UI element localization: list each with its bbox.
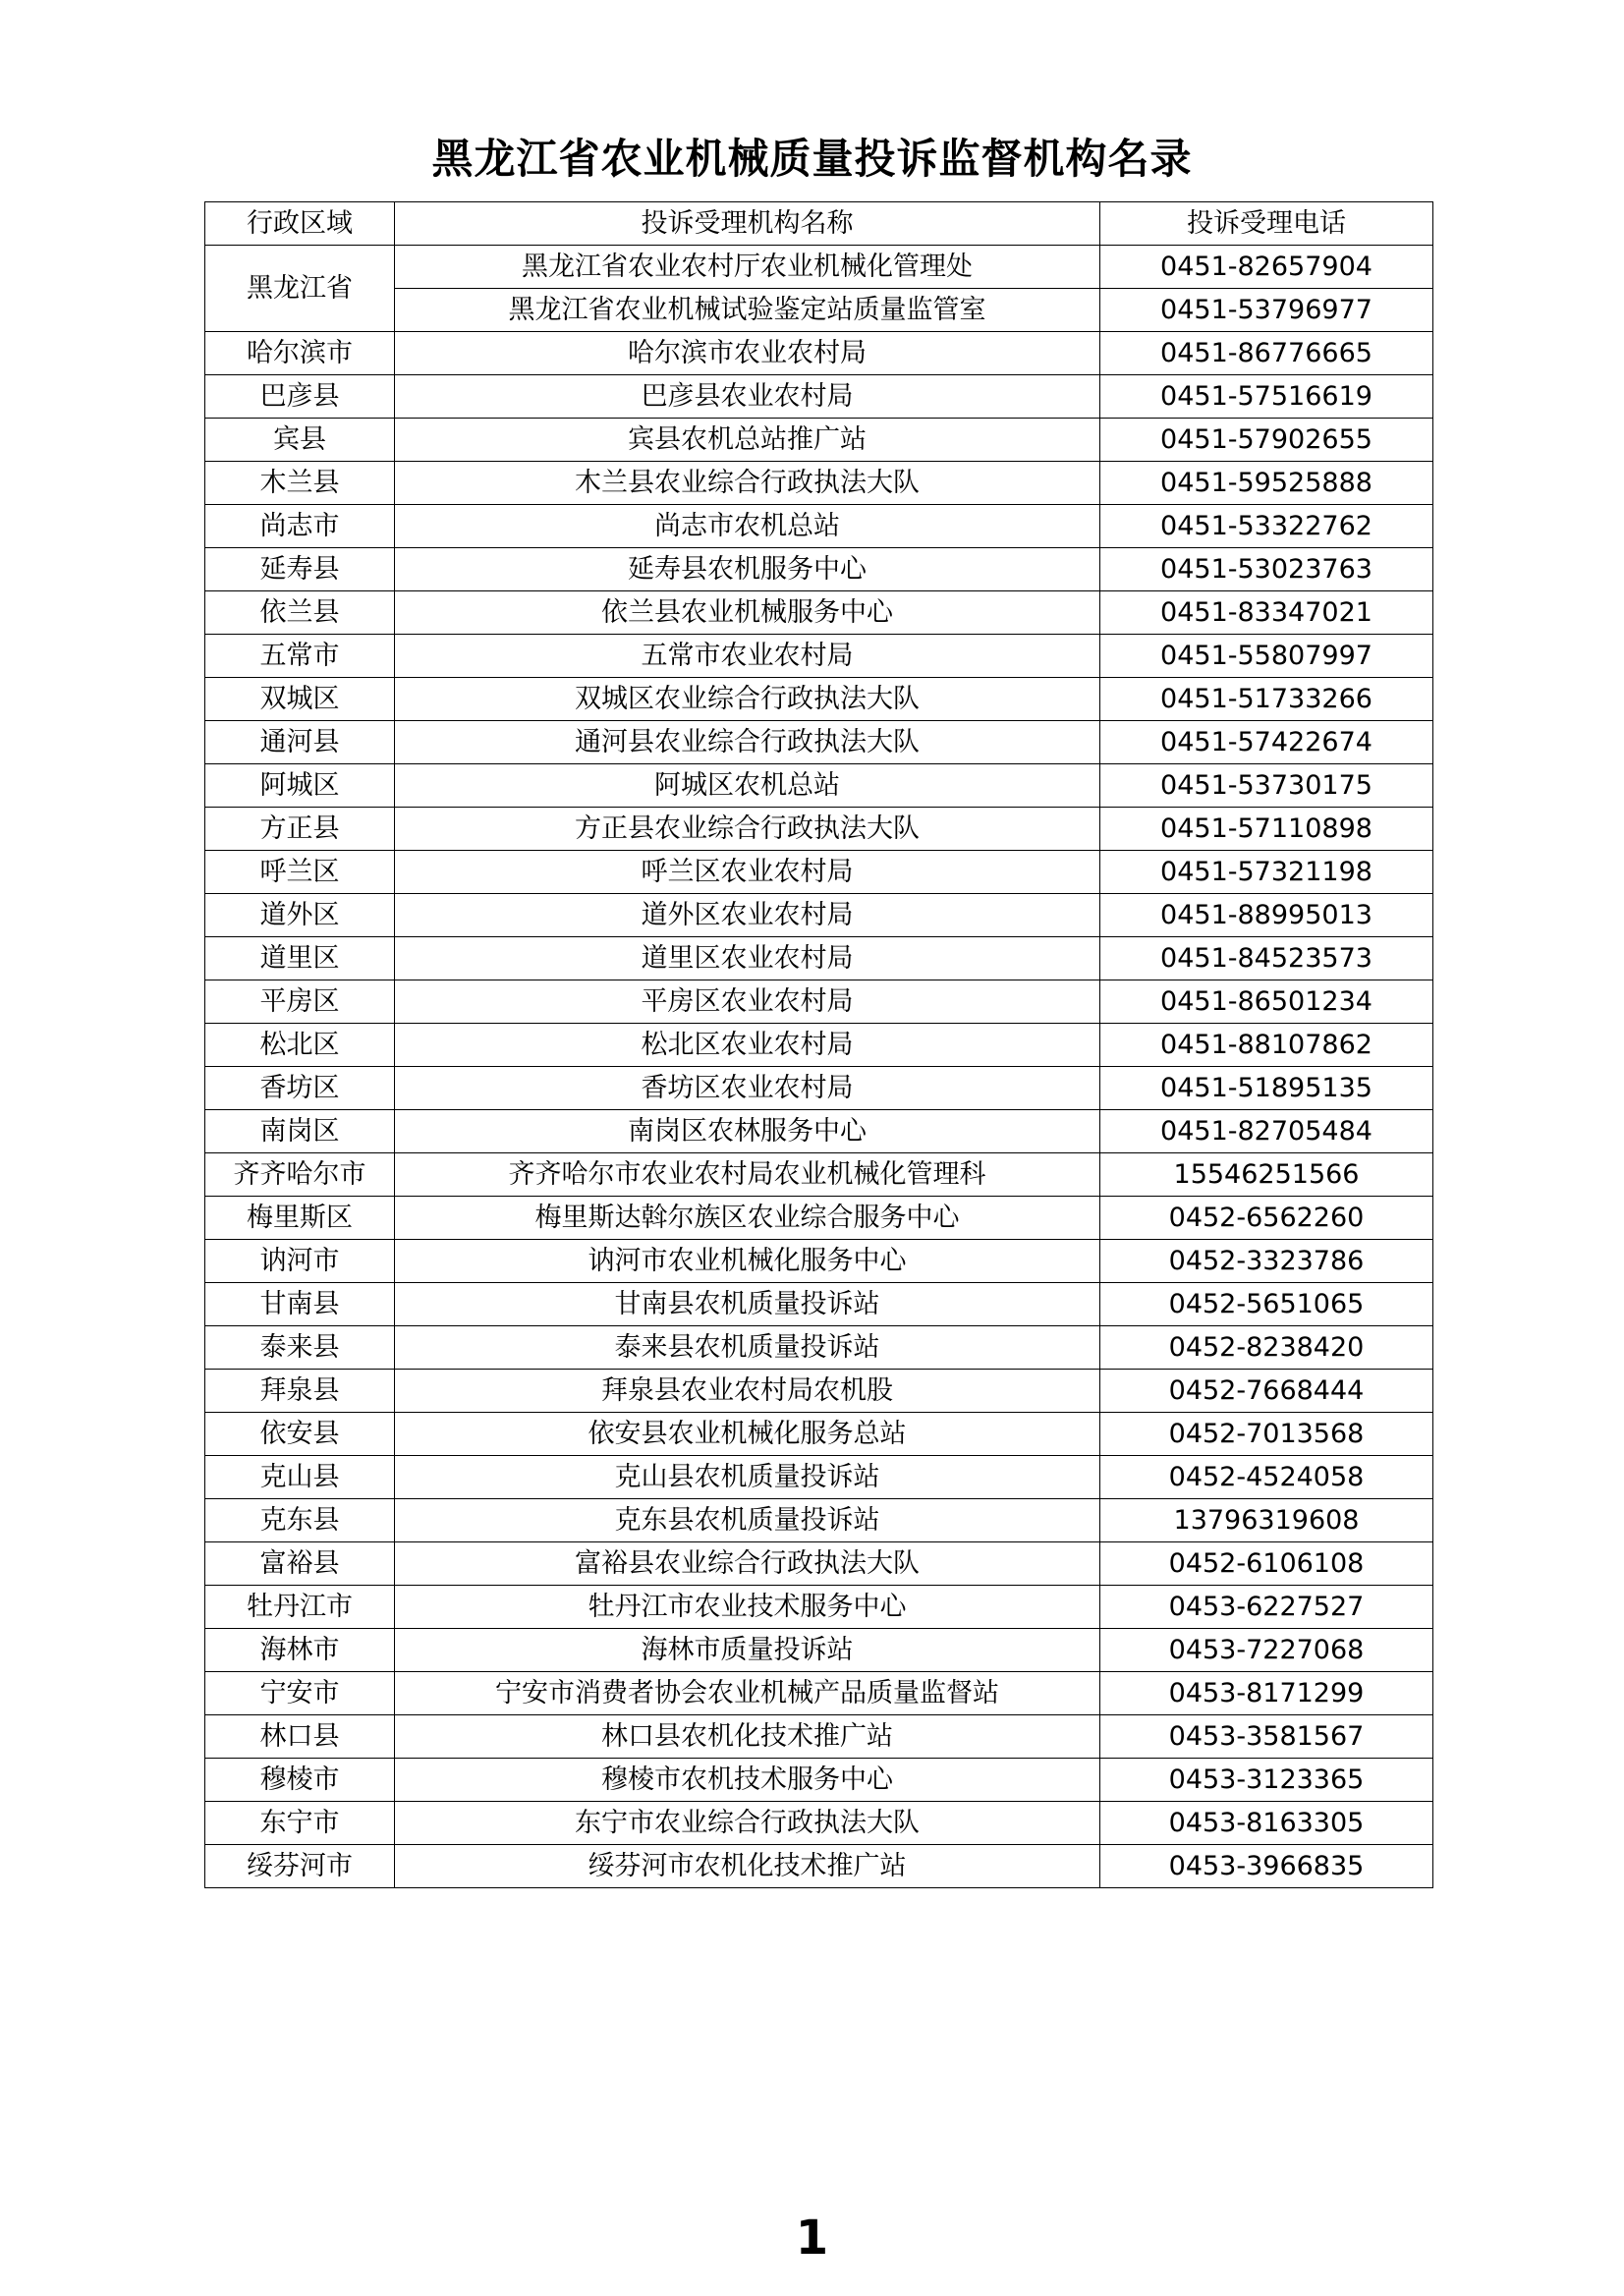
phone-cell: 0451-51733266 <box>1100 678 1433 721</box>
region-cell: 泰来县 <box>205 1326 395 1370</box>
table-row <box>205 1283 1433 1326</box>
organization-cell: 东宁市农业综合行政执法大队 <box>395 1802 1100 1845</box>
phone-cell: 0451-82705484 <box>1100 1110 1433 1153</box>
table-row <box>205 721 1433 764</box>
organization-cell: 哈尔滨市农业农村局 <box>395 332 1100 375</box>
organization-cell: 依兰县农业机械服务中心 <box>395 591 1100 635</box>
phone-cell: 0453-3123365 <box>1100 1759 1433 1802</box>
organization-cell: 木兰县农业综合行政执法大队 <box>395 462 1100 505</box>
phone-cell: 0451-86776665 <box>1100 332 1433 375</box>
table-row <box>205 1370 1433 1413</box>
region-cell: 甘南县 <box>205 1283 395 1326</box>
table-row <box>205 635 1433 678</box>
region-cell: 梅里斯区 <box>205 1197 395 1240</box>
table-row <box>205 1629 1433 1672</box>
table-row <box>205 1802 1433 1845</box>
organization-cell: 讷河市农业机械化服务中心 <box>395 1240 1100 1283</box>
phone-cell: 0451-57321198 <box>1100 851 1433 894</box>
table-row <box>205 851 1433 894</box>
organization-cell: 泰来县农机质量投诉站 <box>395 1326 1100 1370</box>
phone-cell: 0453-6227527 <box>1100 1586 1433 1629</box>
table-row <box>205 808 1433 851</box>
region-cell: 延寿县 <box>205 548 395 591</box>
organization-cell: 道里区农业农村局 <box>395 937 1100 980</box>
table-row <box>205 419 1433 462</box>
organization-cell: 海林市质量投诉站 <box>395 1629 1100 1672</box>
header-organization: 投诉受理机构名称 <box>395 202 1100 246</box>
organization-cell: 拜泉县农业农村局农机股 <box>395 1370 1100 1413</box>
phone-cell: 0451-53023763 <box>1100 548 1433 591</box>
phone-cell: 0452-8238420 <box>1100 1326 1433 1370</box>
table-row <box>205 1240 1433 1283</box>
table-row <box>205 1413 1433 1456</box>
phone-cell: 0453-3966835 <box>1100 1845 1433 1888</box>
phone-cell: 0452-3323786 <box>1100 1240 1433 1283</box>
phone-cell: 0451-88995013 <box>1100 894 1433 937</box>
region-cell: 宁安市 <box>205 1672 395 1715</box>
region-cell: 齐齐哈尔市 <box>205 1153 395 1197</box>
organization-cell: 克东县农机质量投诉站 <box>395 1499 1100 1542</box>
organization-cell: 南岗区农林服务中心 <box>395 1110 1100 1153</box>
organization-cell: 依安县农业机械化服务总站 <box>395 1413 1100 1456</box>
table-row <box>205 894 1433 937</box>
phone-cell: 0451-53796977 <box>1100 289 1433 332</box>
table-row <box>205 1672 1433 1715</box>
header-region: 行政区域 <box>205 202 395 246</box>
phone-cell: 0451-51895135 <box>1100 1067 1433 1110</box>
phone-cell: 0453-3581567 <box>1100 1715 1433 1759</box>
table-row <box>205 1110 1433 1153</box>
table-row <box>205 980 1433 1024</box>
organization-cell: 方正县农业综合行政执法大队 <box>395 808 1100 851</box>
table-row <box>205 1499 1433 1542</box>
organization-cell: 呼兰区农业农村局 <box>395 851 1100 894</box>
phone-cell: 0451-59525888 <box>1100 462 1433 505</box>
region-cell: 依安县 <box>205 1413 395 1456</box>
phone-cell: 0451-53322762 <box>1100 505 1433 548</box>
region-cell: 海林市 <box>205 1629 395 1672</box>
organization-cell: 延寿县农机服务中心 <box>395 548 1100 591</box>
table-row <box>205 591 1433 635</box>
phone-cell: 0451-57902655 <box>1100 419 1433 462</box>
organization-cell: 克山县农机质量投诉站 <box>395 1456 1100 1499</box>
organization-cell: 林口县农机化技术推广站 <box>395 1715 1100 1759</box>
phone-cell: 0451-82657904 <box>1100 246 1433 289</box>
table-row <box>205 678 1433 721</box>
organization-cell: 五常市农业农村局 <box>395 635 1100 678</box>
organization-cell: 宾县农机总站推广站 <box>395 419 1100 462</box>
region-cell: 通河县 <box>205 721 395 764</box>
phone-cell: 15546251566 <box>1100 1153 1433 1197</box>
organization-cell: 富裕县农业综合行政执法大队 <box>395 1542 1100 1586</box>
table-row <box>205 505 1433 548</box>
region-cell: 黑龙江省 <box>205 246 395 332</box>
region-cell: 林口县 <box>205 1715 395 1759</box>
phone-cell: 0453-8163305 <box>1100 1802 1433 1845</box>
region-cell: 东宁市 <box>205 1802 395 1845</box>
organization-cell: 香坊区农业农村局 <box>395 1067 1100 1110</box>
page-number: 1 <box>795 2211 829 2266</box>
region-cell: 牡丹江市 <box>205 1586 395 1629</box>
phone-cell: 0451-84523573 <box>1100 937 1433 980</box>
header-phone: 投诉受理电话 <box>1100 202 1433 246</box>
phone-cell: 0452-7668444 <box>1100 1370 1433 1413</box>
table-row <box>205 375 1433 419</box>
region-cell: 富裕县 <box>205 1542 395 1586</box>
organization-cell: 绥芬河市农机化技术推广站 <box>395 1845 1100 1888</box>
region-cell: 平房区 <box>205 980 395 1024</box>
region-cell: 哈尔滨市 <box>205 332 395 375</box>
table-row <box>205 1542 1433 1586</box>
phone-cell: 0451-88107862 <box>1100 1024 1433 1067</box>
organization-cell: 通河县农业综合行政执法大队 <box>395 721 1100 764</box>
phone-cell: 0453-8171299 <box>1100 1672 1433 1715</box>
region-cell: 阿城区 <box>205 764 395 808</box>
region-cell: 宾县 <box>205 419 395 462</box>
region-cell: 松北区 <box>205 1024 395 1067</box>
organization-cell: 穆棱市农机技术服务中心 <box>395 1759 1100 1802</box>
organization-cell: 双城区农业综合行政执法大队 <box>395 678 1100 721</box>
region-cell: 方正县 <box>205 808 395 851</box>
table-body <box>205 246 1433 1888</box>
organization-cell: 松北区农业农村局 <box>395 1024 1100 1067</box>
table-row <box>205 1715 1433 1759</box>
phone-cell: 0451-53730175 <box>1100 764 1433 808</box>
region-cell: 拜泉县 <box>205 1370 395 1413</box>
phone-cell: 0452-4524058 <box>1100 1456 1433 1499</box>
phone-cell: 0452-6106108 <box>1100 1542 1433 1586</box>
region-cell: 道外区 <box>205 894 395 937</box>
table-row <box>205 462 1433 505</box>
table-row <box>205 332 1433 375</box>
region-cell: 克东县 <box>205 1499 395 1542</box>
organization-cell: 巴彦县农业农村局 <box>395 375 1100 419</box>
phone-cell: 0451-57110898 <box>1100 808 1433 851</box>
region-cell: 双城区 <box>205 678 395 721</box>
region-cell: 克山县 <box>205 1456 395 1499</box>
phone-cell: 13796319608 <box>1100 1499 1433 1542</box>
phone-cell: 0453-7227068 <box>1100 1629 1433 1672</box>
phone-cell: 0451-86501234 <box>1100 980 1433 1024</box>
table-header-row <box>205 202 1433 246</box>
table-row <box>205 1153 1433 1197</box>
phone-cell: 0452-7013568 <box>1100 1413 1433 1456</box>
organization-cell: 黑龙江省农业机械试验鉴定站质量监管室 <box>395 289 1100 332</box>
table-row <box>205 937 1433 980</box>
organization-cell: 道外区农业农村局 <box>395 894 1100 937</box>
table-row <box>205 1845 1433 1888</box>
organization-cell: 牡丹江市农业技术服务中心 <box>395 1586 1100 1629</box>
phone-cell: 0452-5651065 <box>1100 1283 1433 1326</box>
table-row <box>205 548 1433 591</box>
table-row <box>205 764 1433 808</box>
organization-cell: 黑龙江省农业农村厅农业机械化管理处 <box>395 246 1100 289</box>
region-cell: 南岗区 <box>205 1110 395 1153</box>
table-row <box>205 246 1433 289</box>
region-cell: 讷河市 <box>205 1240 395 1283</box>
region-cell: 香坊区 <box>205 1067 395 1110</box>
table-row <box>205 1024 1433 1067</box>
page-title: 黑龙江省农业机械质量投诉监督机构名录 <box>431 135 1193 183</box>
region-cell: 巴彦县 <box>205 375 395 419</box>
table-row <box>205 1197 1433 1240</box>
region-cell: 依兰县 <box>205 591 395 635</box>
region-cell: 五常市 <box>205 635 395 678</box>
table-row <box>205 1067 1433 1110</box>
table-row <box>205 1586 1433 1629</box>
organization-cell: 尚志市农机总站 <box>395 505 1100 548</box>
phone-cell: 0452-6562260 <box>1100 1197 1433 1240</box>
region-cell: 呼兰区 <box>205 851 395 894</box>
region-cell: 道里区 <box>205 937 395 980</box>
agency-directory-table <box>204 201 1433 1888</box>
table-row <box>205 1456 1433 1499</box>
phone-cell: 0451-57516619 <box>1100 375 1433 419</box>
organization-cell: 齐齐哈尔市农业农村局农业机械化管理科 <box>395 1153 1100 1197</box>
region-cell: 尚志市 <box>205 505 395 548</box>
organization-cell: 梅里斯达斡尔族区农业综合服务中心 <box>395 1197 1100 1240</box>
region-cell: 绥芬河市 <box>205 1845 395 1888</box>
region-cell: 木兰县 <box>205 462 395 505</box>
table-row <box>205 1759 1433 1802</box>
phone-cell: 0451-57422674 <box>1100 721 1433 764</box>
region-cell: 穆棱市 <box>205 1759 395 1802</box>
organization-cell: 宁安市消费者协会农业机械产品质量监督站 <box>395 1672 1100 1715</box>
table-row <box>205 1326 1433 1370</box>
organization-cell: 阿城区农机总站 <box>395 764 1100 808</box>
phone-cell: 0451-83347021 <box>1100 591 1433 635</box>
organization-cell: 甘南县农机质量投诉站 <box>395 1283 1100 1326</box>
organization-cell: 平房区农业农村局 <box>395 980 1100 1024</box>
phone-cell: 0451-55807997 <box>1100 635 1433 678</box>
